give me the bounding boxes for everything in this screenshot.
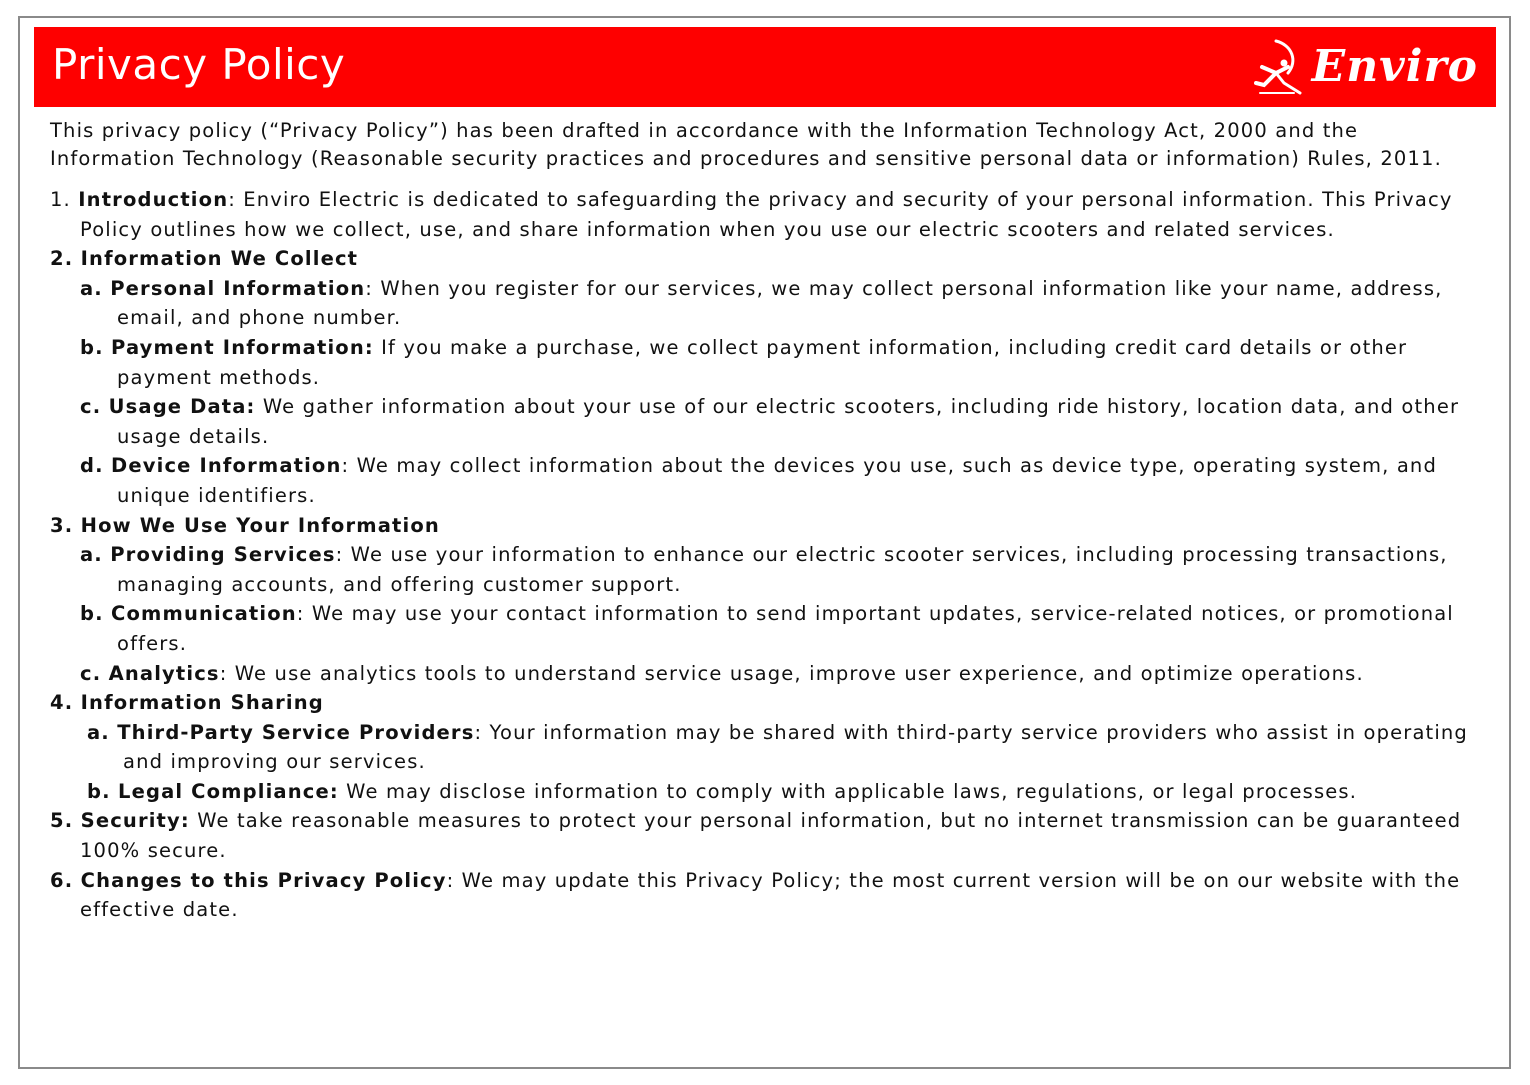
list-item <box>50 333 1470 392</box>
item-text: : We use analytics tools to understand service usage, improve user experience, and optimize operations. <box>219 661 1364 685</box>
policy-content <box>50 117 1470 925</box>
running-figure-icon <box>1254 37 1306 97</box>
item-text: : When you register for our services, we may collect personal information like your name, address, email, and phone number. <box>117 276 1443 330</box>
item-heading: Device Information <box>111 454 342 478</box>
item-heading: Personal Information <box>110 276 366 300</box>
item-text: : Your information may be shared with third-party service providers who assist in operating and improving our services. <box>123 720 1468 774</box>
item-letter: d. <box>80 454 104 478</box>
item-heading: Payment Information: <box>111 335 374 359</box>
item-heading: Legal Compliance: <box>118 779 339 803</box>
section-number: 6. <box>50 868 74 892</box>
item-heading: Analytics <box>108 661 220 685</box>
section-number: 1. <box>50 188 71 211</box>
list-item <box>50 540 1470 599</box>
section-information-we-collect <box>50 244 1470 274</box>
item-text: If you make a purchase, we collect payment information, including credit card details or other payment methods. <box>117 335 1408 389</box>
list-item <box>50 274 1470 333</box>
header-banner <box>34 27 1496 107</box>
section-heading: How We Use Your Information <box>80 513 440 537</box>
item-text: We may disclose information to comply with applicable laws, regulations, or legal processes. <box>338 779 1358 803</box>
list-item <box>50 777 1470 807</box>
item-text: : We use your information to enhance our electric scooter services, including processing transactions, managing accounts, and offering customer support. <box>117 543 1448 596</box>
list-item <box>50 599 1470 658</box>
item-letter: b. <box>87 779 111 803</box>
item-letter: c. <box>80 661 102 685</box>
policy-sections <box>50 185 1470 925</box>
list-item <box>50 659 1470 689</box>
section-introduction <box>50 185 1470 244</box>
item-letter: a. <box>80 276 103 300</box>
section-heading: Information We Collect <box>80 247 359 271</box>
section-number: 5. <box>50 809 74 833</box>
item-text: : We may use your contact information to send important updates, service-related notices, or promotional offers. <box>117 602 1454 655</box>
page-title: Privacy Policy <box>52 40 346 89</box>
item-letter: c. <box>80 395 102 419</box>
section-heading: Changes to this Privacy Policy <box>80 868 447 892</box>
section-text: We take reasonable measures to protect your personal information, but no internet transmission can be guaranteed 100% secure. <box>80 809 1462 863</box>
section-number: 3. <box>50 513 74 537</box>
section-number: 4. <box>50 691 74 715</box>
list-item <box>50 451 1470 510</box>
item-heading: Usage Data: <box>108 395 256 419</box>
brand-logo-text: Enviro <box>1311 41 1478 92</box>
section-information-sharing <box>50 688 1470 718</box>
item-heading: Third-Party Service Providers <box>117 720 475 744</box>
section-heading: Introduction <box>78 188 229 211</box>
section-text: : Enviro Electric is dedicated to safeguarding the privacy and security of your personal information. This Privacy Policy outlines how we collect, use, and share information when you use our electric scooters and related services. <box>80 188 1453 241</box>
brand-logo <box>1254 33 1478 101</box>
section-text: : We may update this Privacy Policy; the most current version will be on our website with the effective date. <box>80 868 1461 922</box>
section-changes <box>50 866 1470 925</box>
section-number: 2. <box>50 247 74 271</box>
item-letter: b. <box>80 335 104 359</box>
list-item <box>50 392 1470 451</box>
item-heading: Communication <box>111 602 297 626</box>
item-text: : We may collect information about the devices you use, such as device type, operating system, and unique identifiers. <box>117 454 1437 507</box>
intro-paragraph: This privacy policy (“Privacy Policy”) has been drafted in accordance with the Information Technology Act, 2000 and the Information Technology (Reasonable security practices and procedures and sensitive personal data or information) Rules, 2011. <box>50 119 1442 170</box>
section-how-we-use <box>50 511 1470 541</box>
section-security <box>50 806 1470 865</box>
item-letter: a. <box>80 543 103 567</box>
item-heading: Providing Services <box>110 543 336 567</box>
section-heading: Information Sharing <box>80 691 324 715</box>
section-heading: Security: <box>80 809 190 833</box>
item-letter: a. <box>87 720 110 744</box>
item-text: We gather information about your use of our electric scooters, including ride history, location data, and other usage details. <box>117 395 1460 448</box>
item-letter: b. <box>80 602 104 626</box>
list-item <box>50 718 1470 777</box>
